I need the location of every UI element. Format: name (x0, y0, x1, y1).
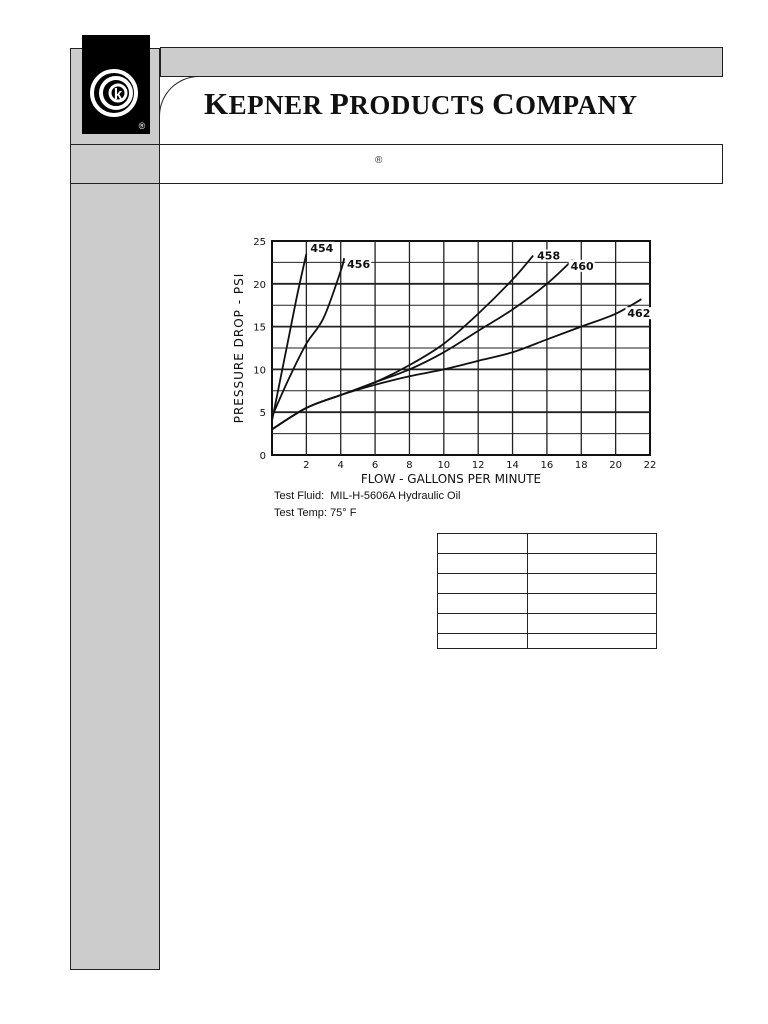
table-cell (438, 554, 528, 574)
x-tick-label: 2 (303, 460, 310, 471)
table-cell (528, 614, 657, 634)
y-tick-label: 15 (253, 322, 266, 334)
test-temp-value: 75° F (330, 507, 357, 519)
sidebar (70, 48, 160, 970)
y-tick-label: 20 (253, 279, 266, 291)
x-tick-label: 6 (371, 460, 379, 471)
table-cell (528, 554, 657, 574)
series-label-454: 454 (310, 241, 334, 255)
x-tick-label: 16 (540, 460, 554, 471)
y-axis-label: PRESSURE DROP - PSI (232, 272, 246, 424)
company-name (204, 86, 637, 122)
table-cell (438, 614, 528, 634)
test-temp-label: Test Temp: (274, 507, 327, 519)
table-cell (438, 574, 528, 594)
table-row (438, 594, 657, 614)
logo-mark-icon (82, 35, 150, 134)
series-label-462: 462 (627, 307, 651, 321)
y-tick-label: 0 (259, 451, 266, 462)
x-tick-label: 8 (406, 460, 413, 471)
y-tick-label: 25 (253, 237, 266, 248)
company-name-part: K (204, 86, 229, 121)
x-tick-label: 18 (574, 460, 588, 471)
x-axis-label: FLOW - GALLONS PER MINUTE (360, 472, 542, 486)
company-logo (82, 35, 150, 134)
x-tick-label: 20 (609, 460, 623, 471)
company-name-part: EPNER (228, 90, 330, 120)
table-cell (528, 634, 657, 649)
table-cell (438, 534, 528, 554)
series-label-458: 458 (537, 249, 561, 263)
table-row (438, 634, 657, 649)
table-cell (528, 594, 657, 614)
logo-registered: ® (138, 121, 146, 131)
header-bar (160, 47, 723, 77)
table-cell (528, 574, 657, 594)
pressure-drop-chart (225, 235, 665, 487)
table-row (438, 534, 657, 554)
x-tick-label: 4 (337, 460, 344, 471)
subtitle-bar (70, 144, 723, 184)
chart-grid (272, 241, 650, 455)
table-row (438, 614, 657, 634)
subtitle-bar-left (70, 144, 160, 184)
y-tick-label: 10 (253, 365, 266, 377)
table-row (438, 574, 657, 594)
table-cell (528, 534, 657, 554)
logo-letter: k (113, 86, 123, 103)
series-label-460: 460 (570, 259, 594, 273)
x-tick-label: 14 (506, 460, 519, 471)
test-fluid-label: Test Fluid: (274, 490, 325, 502)
x-tick-label: 22 (643, 460, 657, 471)
header-curve (159, 76, 200, 117)
company-name-part: C (492, 86, 515, 121)
registered-mark: ® (375, 155, 383, 166)
company-name-part: RODUCTS (349, 90, 493, 120)
table-cell (438, 594, 528, 614)
company-name-part: P (329, 86, 350, 121)
test-fluid-value: MIL-H-5606A Hydraulic Oil (330, 490, 461, 502)
table-cell (438, 634, 528, 649)
y-tick-label: 5 (259, 408, 266, 420)
test-fluid-note (274, 490, 460, 502)
table-row (438, 554, 657, 574)
x-tick-label: 10 (437, 460, 451, 471)
x-tick-label: 12 (471, 460, 485, 471)
company-name-part: OMPANY (515, 90, 638, 120)
series-label-456: 456 (347, 258, 371, 272)
spec-table (437, 533, 657, 649)
test-temp-note (274, 507, 356, 519)
